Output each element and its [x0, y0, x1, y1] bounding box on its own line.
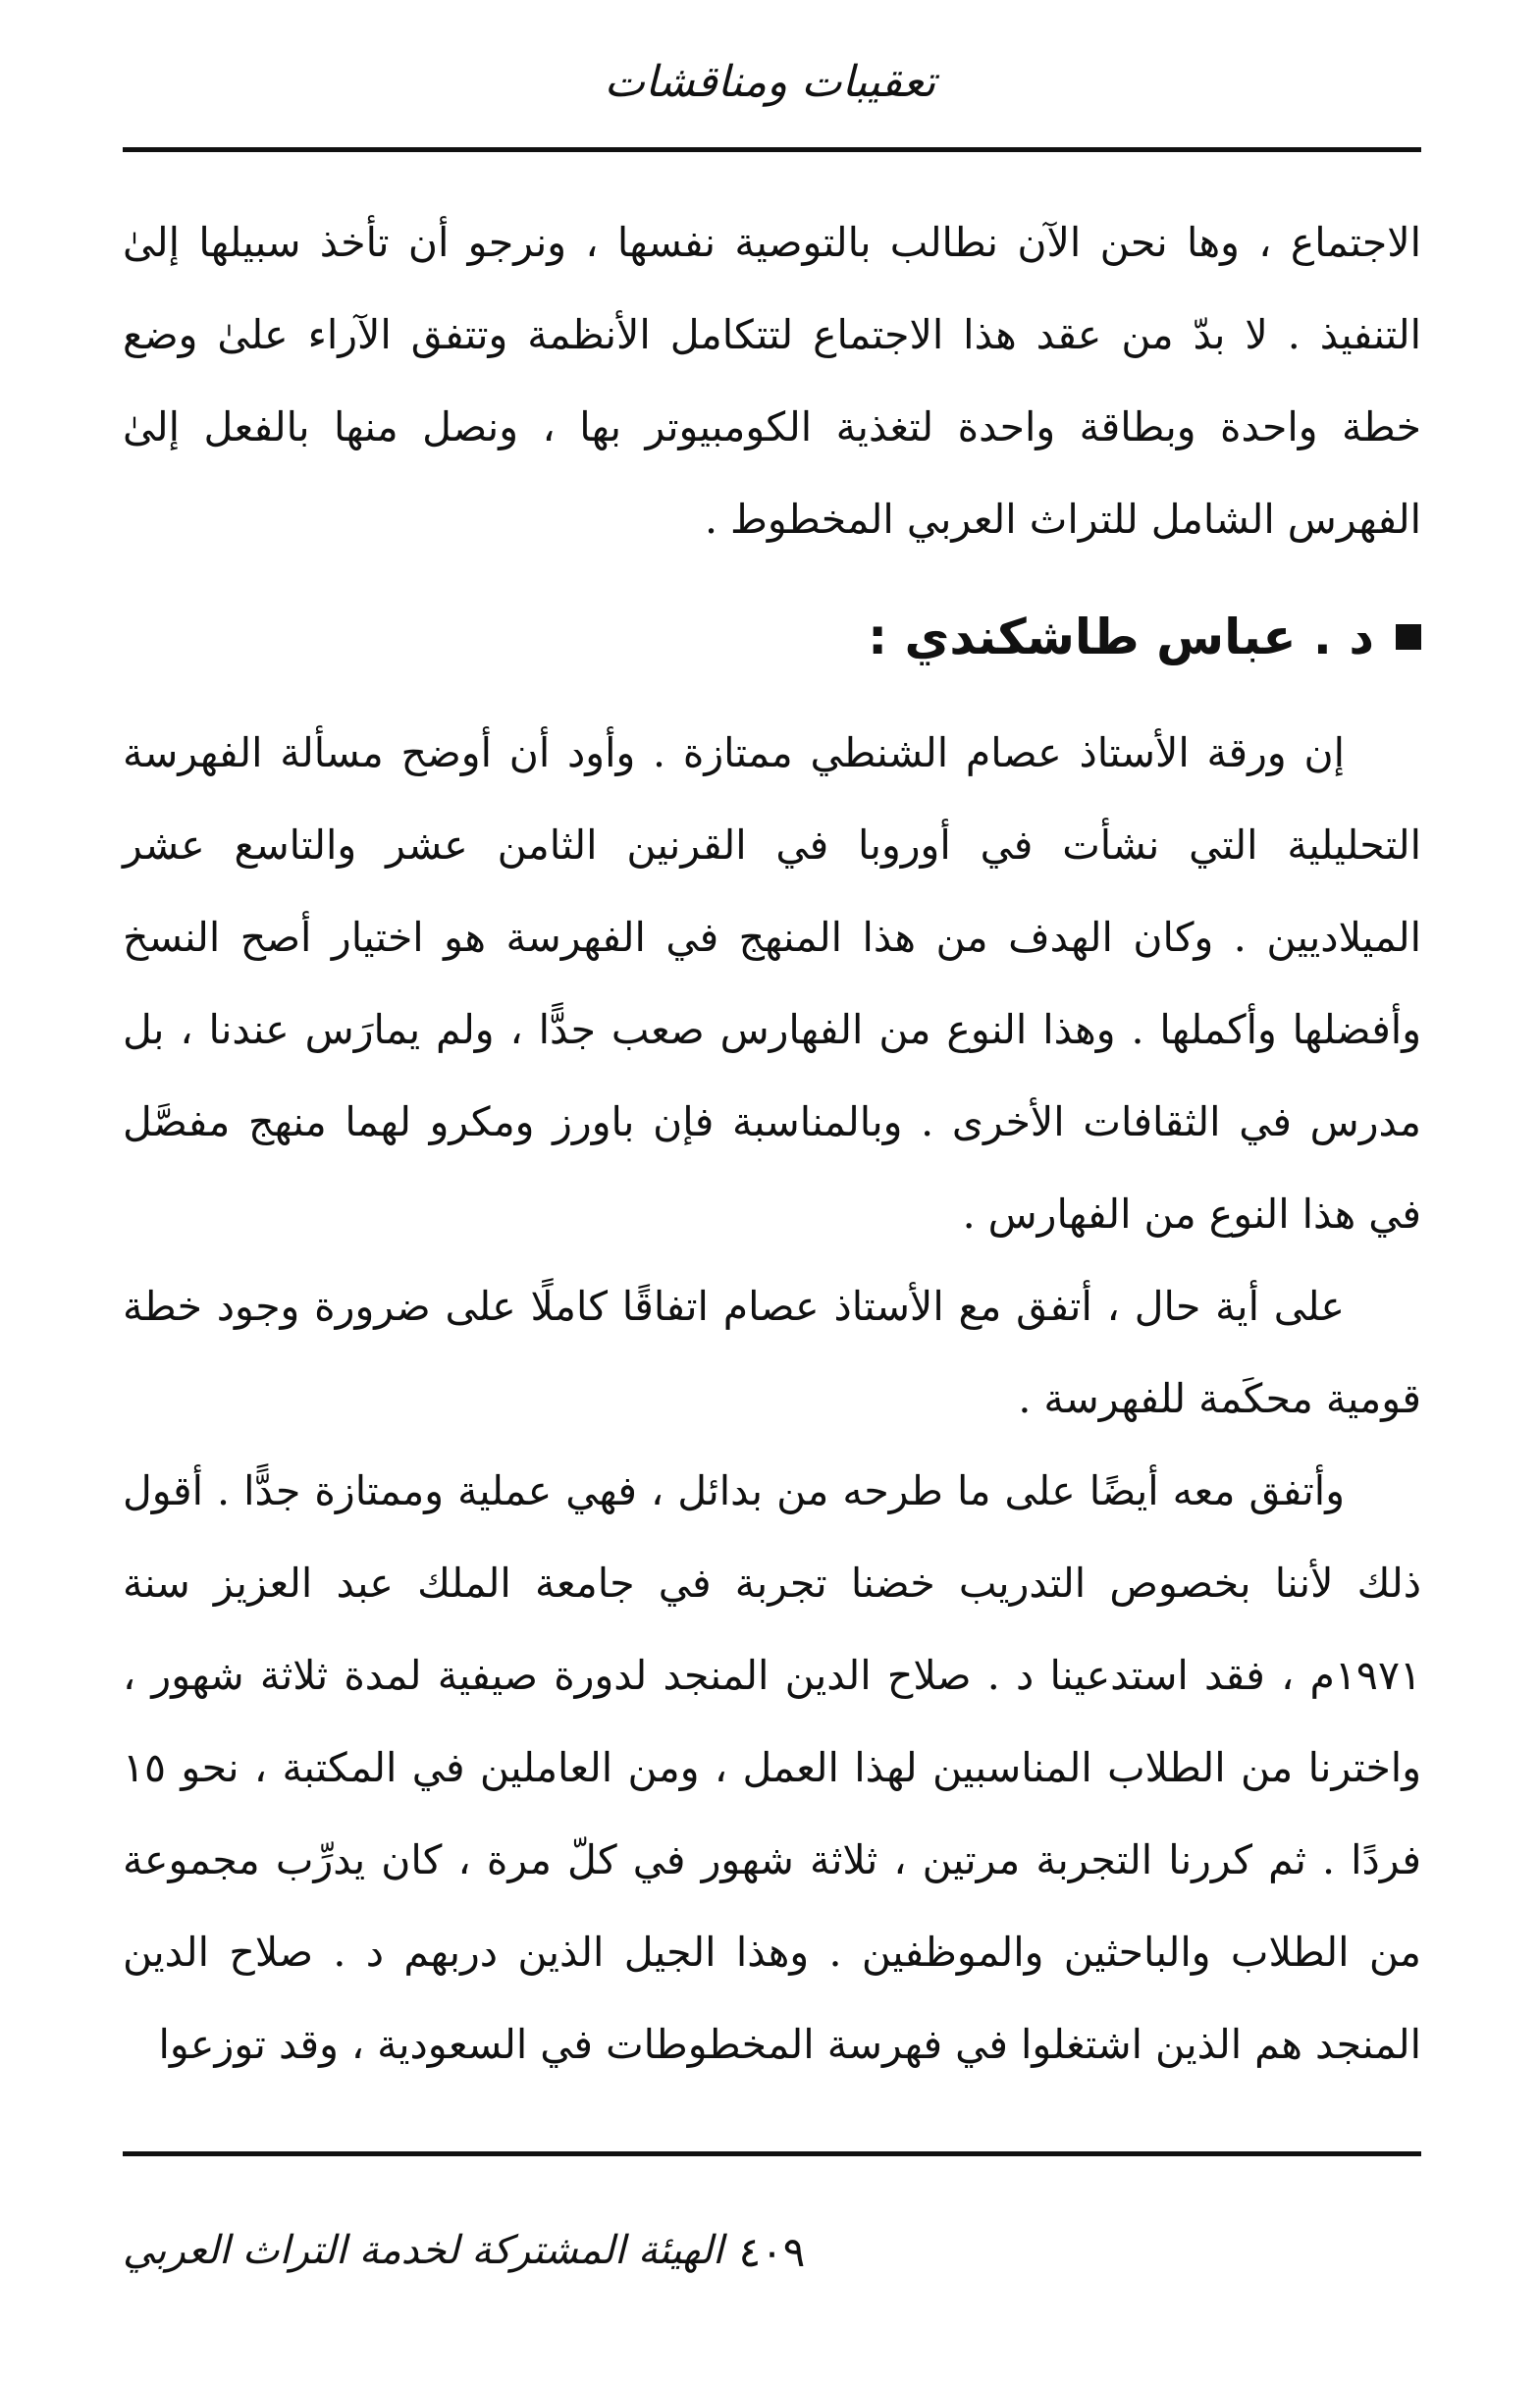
footer-rule — [123, 2151, 1421, 2156]
square-bullet-icon — [1396, 624, 1421, 650]
section-paragraph-3: وأتفق معه أيضًا على ما طرحه من بدائل ، فهي عملية وممتازة جدًّا . أقول ذلك لأننا بخصوص التدريب خضنا تجربة في جامعة الملك عبد العزيز سنة ١٩٧١م ، فقد استدعينا د . صلاح الدين المنجد لدورة صيفية لمدة ثلاثة شهور ، واخترنا من الطلاب المناسبين لهذا العمل ، ومن العاملين في المكتبة ، نحو ١٥ فردًا . ثم كررنا التجربة مرتين ، ثلاثة شهور في كلّ مرة ، كان يدرِّب مجموعة من الطلاب والباحثين والموظفين . وهذا الجيل الذين دربهم د . صلاح الدين المنجد هم الذين اشتغلوا في فهرسة المخطوطات في السعودية ، وقد توزعوا — [123, 1467, 1421, 2068]
page-number: ٤٠٩ — [738, 2228, 806, 2276]
section-paragraph-1: إن ورقة الأستاذ عصام الشنطي ممتازة . وأود أن أوضح مسألة الفهرسة التحليلية التي نشأت في أوروبا في القرنين الثامن عشر والتاسع عشر الميلاديين . وكان الهدف من هذا المنهج في الفهرسة هو اختيار أصح النسخ وأفضلها وأكملها . وهذا النوع من الفهارس صعب جدًّا ، ولم يمارَس عندنا ، بل مدرس في الثقافات الأخرى . وبالمناسبة فإن باورز ومكرو لهما منهج مفصَّل في هذا النوع من الفهارس . — [123, 729, 1421, 1238]
page-footer — [123, 2228, 1421, 2297]
page-body — [123, 196, 1421, 2091]
publisher-name: الهيئة المشتركة لخدمة التراث العربي — [123, 2228, 724, 2273]
running-header-title: تعقيبات ومناقشات — [604, 57, 936, 107]
section-heading-text: د . عباس طاشكندي : — [868, 609, 1374, 665]
section-heading — [123, 603, 1421, 671]
section-paragraph-2: على أية حال ، أتفق مع الأستاذ عصام اتفاقًا كاملًا على ضرورة وجود خطة قومية محكَمة للفهرسة . — [123, 1283, 1421, 1422]
intro-paragraph: الاجتماع ، وها نحن الآن نطالب بالتوصية نفسها ، ونرجو أن تأخذ سبيلها إلىٰ التنفيذ . لا بدّ من عقد هذا الاجتماع لتتكامل الأنظمة وتتفق الآراء علىٰ وضع خطة واحدة وبطاقة واحدة لتغذية الكومبيوتر بها ، ونصل منها بالفعل إلىٰ الفهرس الشامل للتراث العربي المخطوط . — [123, 219, 1421, 543]
header-rule — [123, 147, 1421, 152]
